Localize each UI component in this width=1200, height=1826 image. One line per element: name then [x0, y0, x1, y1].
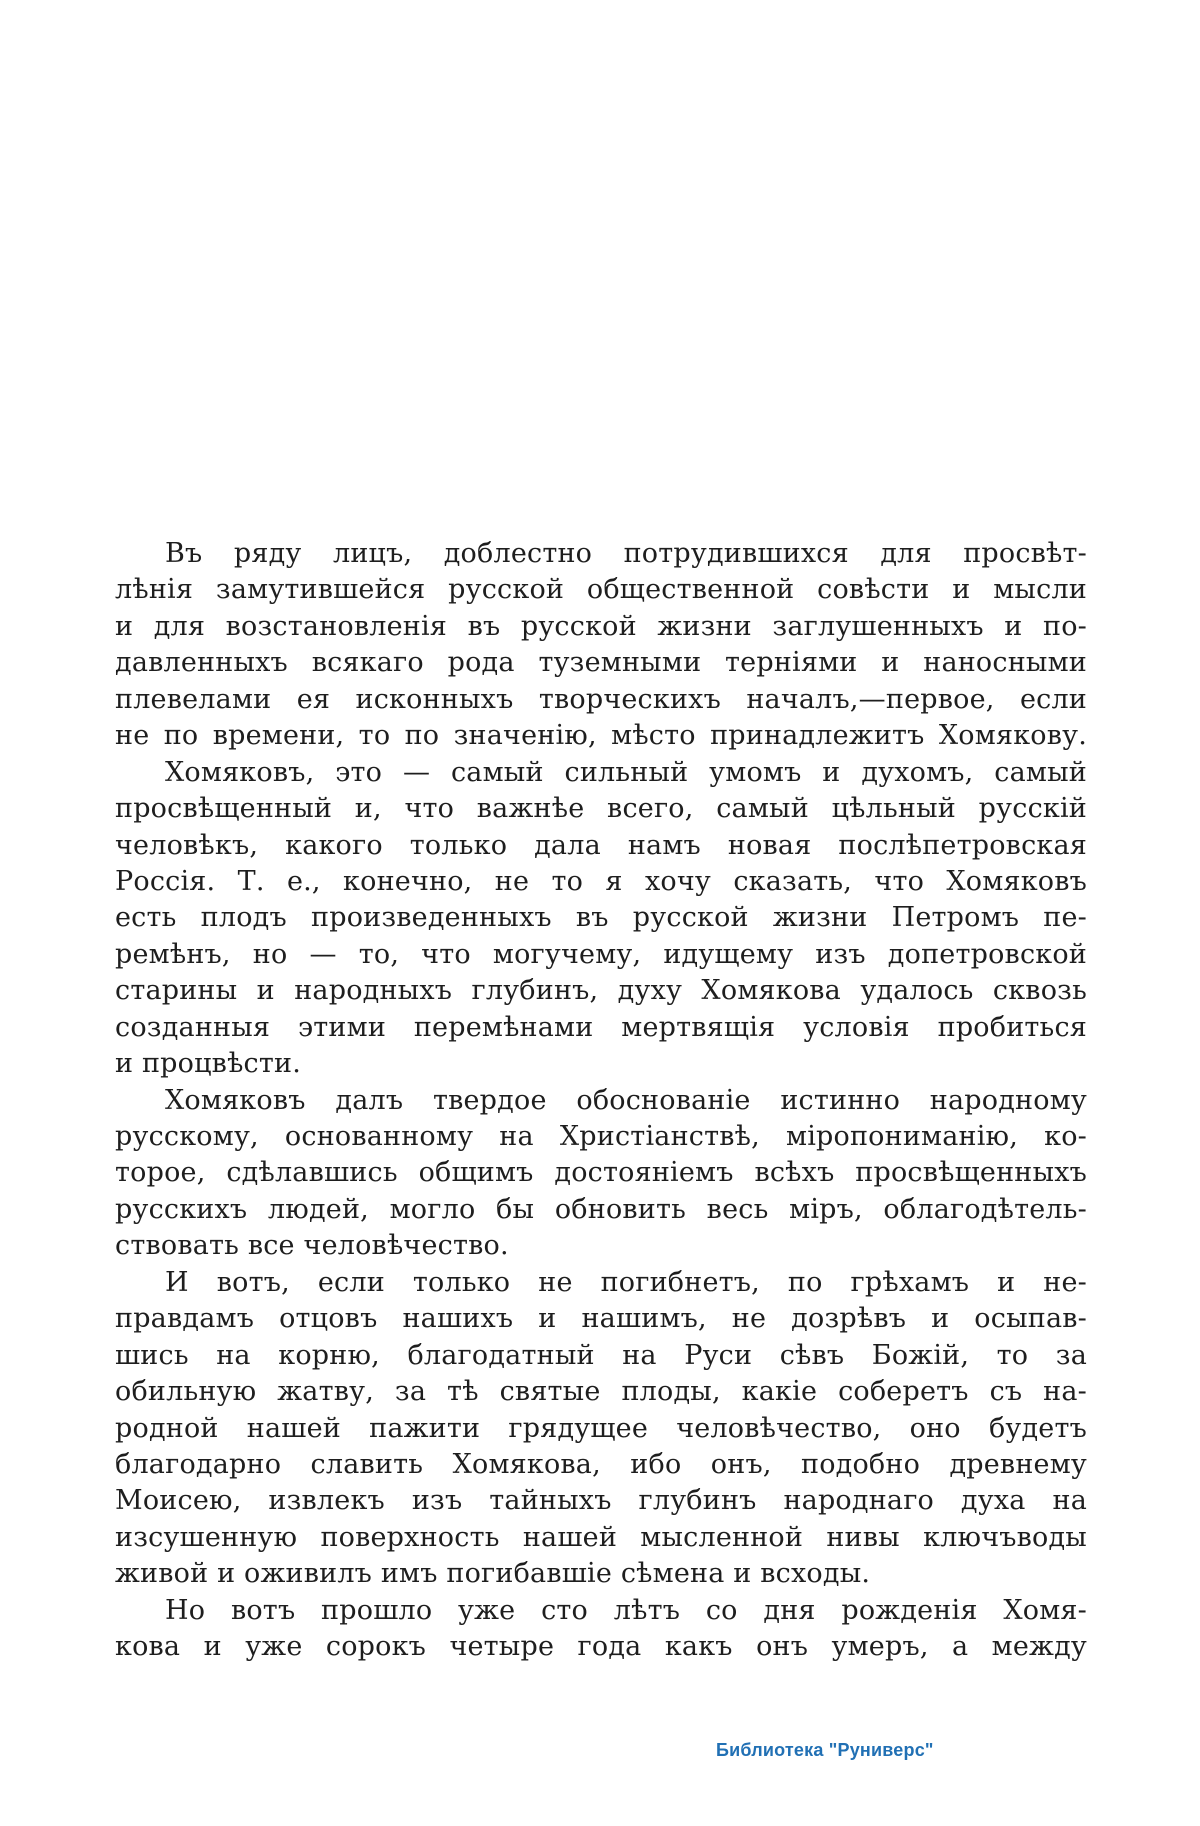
text-line: ремѣнъ, но — то, что могучему, идущему изъ допетровской	[115, 938, 1087, 970]
text-line: русскому, основанному на Христіанствѣ, міропониманію, ко-	[115, 1121, 1087, 1152]
text-line: благодарно славить Хомякова, ибо онъ, подобно древнему	[115, 1448, 1087, 1480]
text-line: давленныхъ всякаго рода туземными терніями и наносными	[115, 647, 1087, 679]
text-line: правдамъ отцовъ нашихъ и нашимъ, не дозрѣвъ и осыпав-	[115, 1303, 1087, 1335]
text-line: Хомяковъ, это — самый сильный умомъ и духомъ, самый	[165, 756, 1087, 788]
text-line: торое, сдѣлавшись общимъ достояніемъ всѣхъ просвѣщенныхъ	[115, 1157, 1087, 1189]
text-line: русскихъ людей, могло бы обновить весь міръ, облагодѣтель-	[115, 1193, 1087, 1225]
text-line: И вотъ, если только не погибнетъ, по грѣхамъ и не-	[165, 1266, 1087, 1298]
text-line: созданныя этими перемѣнами мертвящія условія пробиться	[115, 1011, 1087, 1043]
text-line: Россія. Т. е., конечно, не то я хочу сказать, что Хомяковъ	[115, 865, 1087, 897]
text-line: лѣнія замутившейся русской общественной совѣсти и мысли	[115, 574, 1087, 606]
text-line: ствовать все человѣчество.	[115, 1230, 509, 1262]
library-watermark: Библиотека "Руниверс"	[716, 1740, 934, 1760]
text-line: и для возстановленія въ русской жизни заглушенныхъ и по-	[115, 610, 1087, 642]
text-line: есть плодъ произведенныхъ въ русской жизни Петромъ пе-	[115, 902, 1087, 934]
text-line: Моисею, извлекъ изъ тайныхъ глубинъ народнаго духа на	[115, 1485, 1087, 1517]
text-line: старины и народныхъ глубинъ, духу Хомякова удалось сквозь	[115, 975, 1087, 1007]
text-line: Въ ряду лицъ, доблестно потрудившихся для просвѣт-	[165, 538, 1087, 569]
text-line: кова и уже сорокъ четыре года какъ онъ умеръ, а между	[115, 1631, 1087, 1663]
text-line: человѣкъ, какого только дала намъ новая послѣпетровская	[115, 829, 1087, 861]
text-line: и процвѣсти.	[115, 1048, 301, 1080]
text-line: не по времени, то по значенію, мѣсто принадлежитъ Хомякову.	[115, 720, 1087, 752]
text-line: родной нашей пажити грядущее человѣчество, оно будетъ	[115, 1412, 1087, 1444]
page-text-block	[115, 536, 1087, 1666]
text-line: обильную жатву, за тѣ святые плоды, какіе соберетъ съ на-	[115, 1376, 1087, 1408]
text-line: Хомяковъ далъ твердое обоснованіе истинно народному	[165, 1084, 1087, 1116]
text-line: живой и оживилъ имъ погибавшіе сѣмена и всходы.	[115, 1558, 871, 1590]
text-line: изсушенную поверхность нашей мысленной нивы ключъводы	[115, 1521, 1087, 1553]
text-line: Но вотъ прошло уже сто лѣтъ со дня рожденія Хомя-	[165, 1594, 1087, 1626]
text-line: плевелами ея исконныхъ творческихъ началъ,—первое, если	[115, 683, 1087, 715]
text-line: просвѣщенный и, что важнѣе всего, самый цѣльный русскій	[115, 793, 1087, 825]
text-line: шись на корню, благодатный на Руси сѣвъ Божій, то за	[115, 1339, 1087, 1371]
